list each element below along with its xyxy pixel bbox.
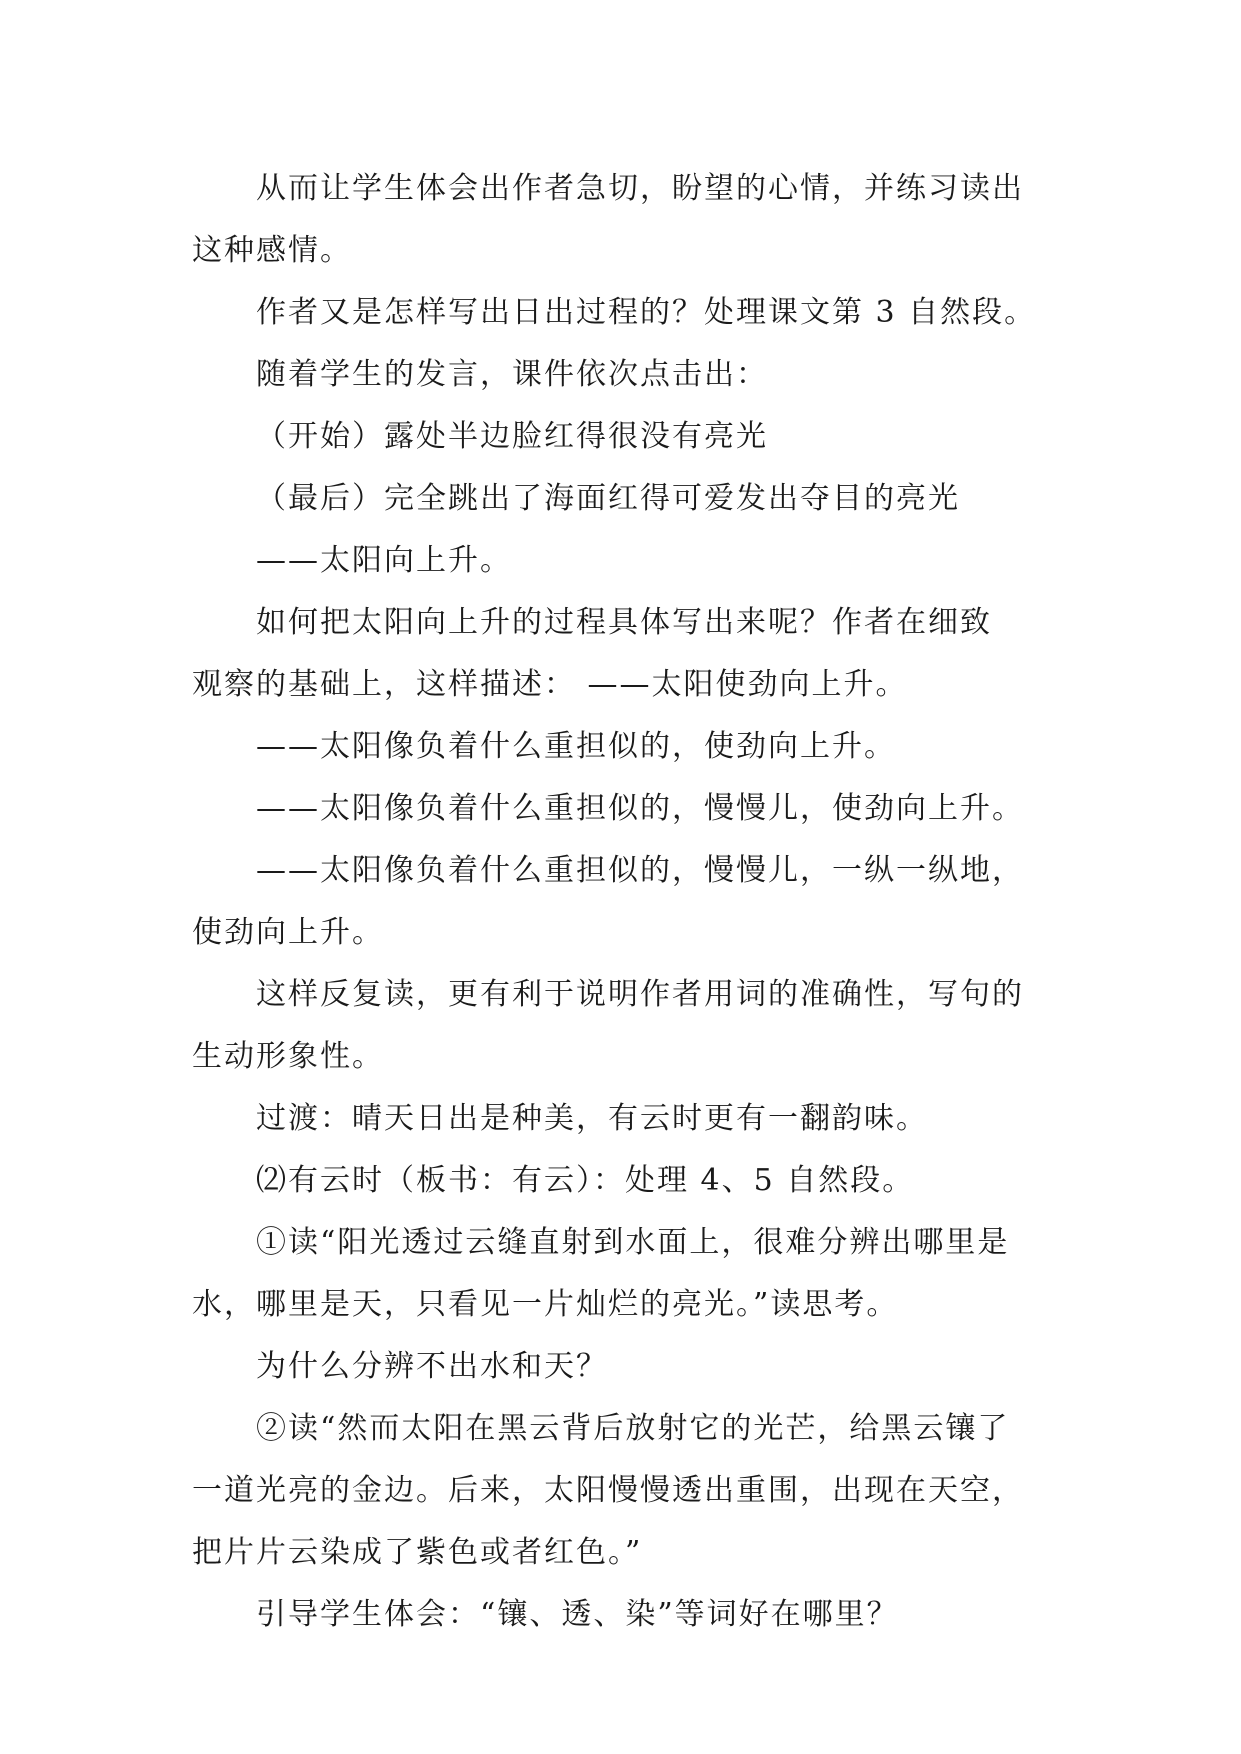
text-line: 这样反复读，更有利于说明作者用词的准确性，写句的 [256, 977, 1024, 1012]
paragraph [192, 344, 1052, 406]
text-line: ——太阳向上升。 [256, 543, 512, 578]
paragraph [192, 406, 1052, 468]
text-line: 水，哪里是天，只看见一片灿烂的亮光。”读思考。 [192, 1287, 899, 1322]
paragraph [192, 530, 1052, 592]
paragraph [192, 1150, 1052, 1212]
paragraph [192, 964, 1052, 1088]
paragraph [192, 778, 1052, 840]
text-line: 引导学生体会：“镶、透、染”等词好在哪里？ [256, 1597, 899, 1632]
document-body [192, 158, 1052, 1646]
paragraph [192, 1398, 1052, 1584]
text-line: 这种感情。 [192, 233, 352, 268]
paragraph [192, 282, 1052, 344]
text-line: 观察的基础上，这样描述： ——太阳使劲向上升。 [192, 667, 908, 702]
text-line: 作者又是怎样写出日出过程的？处理课文第 3 自然段。 [256, 295, 1037, 330]
paragraph [192, 158, 1052, 282]
text-line: 从而让学生体会出作者急切，盼望的心情，并练习读出 [256, 171, 1024, 206]
text-line: 一道光亮的金边。后来，太阳慢慢透出重围，出现在天空， [192, 1473, 1024, 1508]
text-line: ——太阳像负着什么重担似的，使劲向上升。 [256, 729, 896, 764]
paragraph [192, 716, 1052, 778]
text-line: ①读“阳光透过云缝直射到水面上，很难分辨出哪里是 [256, 1225, 1010, 1260]
paragraph [192, 592, 1052, 716]
text-line: 过渡：晴天日出是种美，有云时更有一翻韵味。 [256, 1101, 928, 1136]
paragraph [192, 1584, 1052, 1646]
text-line: 把片片云染成了紫色或者红色。” [192, 1535, 643, 1570]
paragraph [192, 1088, 1052, 1150]
text-line: 随着学生的发言，课件依次点击出： [256, 357, 768, 392]
text-line: 生动形象性。 [192, 1039, 384, 1074]
text-line: ②读“然而太阳在黑云背后放射它的光芒，给黑云镶了 [256, 1411, 1010, 1446]
text-line: ——太阳像负着什么重担似的，慢慢儿，使劲向上升。 [256, 791, 1024, 826]
text-line: ⑵有云时（板书：有云）：处理 4、5 自然段。 [256, 1163, 915, 1198]
paragraph [192, 1336, 1052, 1398]
text-line: 使劲向上升。 [192, 915, 384, 950]
text-line: （开始）露处半边脸红得很没有亮光 [256, 419, 768, 454]
text-line: （最后）完全跳出了海面红得可爱发出夺目的亮光 [256, 481, 960, 516]
paragraph [192, 1212, 1052, 1336]
text-line: ——太阳像负着什么重担似的，慢慢儿，一纵一纵地， [256, 853, 1024, 888]
paragraph [192, 840, 1052, 964]
text-line: 如何把太阳向上升的过程具体写出来呢？作者在细致 [256, 605, 992, 640]
text-line: 为什么分辨不出水和天？ [256, 1349, 608, 1384]
paragraph [192, 468, 1052, 530]
